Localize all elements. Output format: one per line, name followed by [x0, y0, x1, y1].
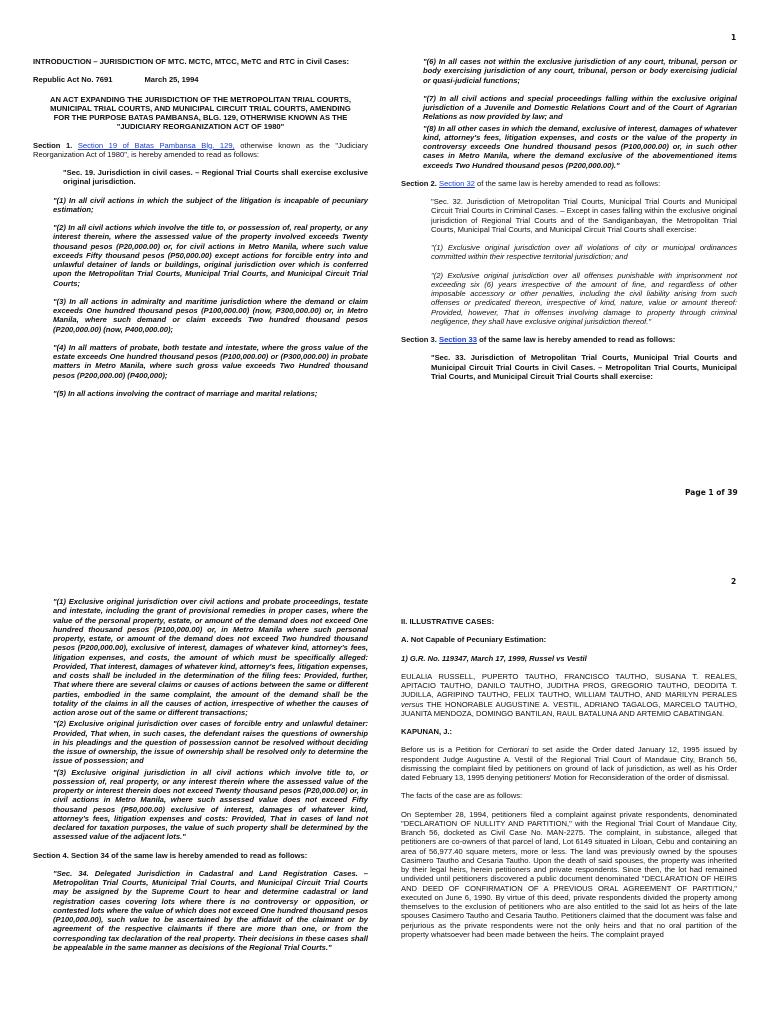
sec32-item-1: "(1) Exclusive original jurisdiction over all violations of city or municipal ordinances committed within their respective territorial jurisdiction; and: [431, 243, 737, 262]
sec19-item-3: "(3) In all actions in admiralty and maritime jurisdiction where the demand or claim exceeds One hundred thousand pesos (P100,000.00) (now, P300,000.00) or, in Metro Manila, where such demand or claim exceeds Two hundred thousand pesos (P200,000.00) (now, P400,000.00);: [53, 296, 368, 334]
sec19-item-4: "(4) In all matters of probate, both testate and intestate, where the gross value of the estate exceeds One hundred thousand pesos (P100,000.00) or (P300,000.00) in probate matters in Metro Manila, where such gross value exceeds Two Hundred thousand pesos (P200,000.00) (P400,000);: [53, 342, 368, 380]
sec32-item-2: "(2) Exclusive original jurisdiction over all offenses punishable with imprisonment not exceeding six (6) years irrespective of the amount of fine, and regardless of other imposable accessory or other penalties, including the civil liability arising from such offenses or predicated thereon, irrespective of kind, nature, value or amount thereof: Provided, however, That in offenses involving damage to property through criminal negligence, they shall have exclusive original jurisdiction thereof.": [431, 270, 737, 326]
ra-number: Republic Act No. 7691: [33, 75, 113, 85]
sec33-heading: "Sec. 33. Jurisdiction of Metropolitan Trial Courts, Municipal Trial Courts and Municipal Circuit Trial Courts in Civil Cases. – Metropolitan Trial Courts, Municipal Trial Courts, and Municipal Circuit Trial Courts shall exercise:: [431, 353, 737, 381]
ponente: KAPUNAN, J.:: [401, 727, 453, 736]
sec32-heading: "Sec. 32. Jurisdiction of Metropolitan Trial Courts, Municipal Trial Courts and Municipal Circuit Trial Courts in Criminal Cases. – Except in cases falling within the exclusive original jurisdiction of Regional Trial Courts and of the Sandiganbayan, the Metropolitan Trial Courts, Municipal Trial Courts, and Municipal Circuit Trial Courts shall exercise:: [431, 197, 737, 234]
sec33-item-3: "(3) Exclusive original jurisdiction in all civil actions which involve title to, or possession of, real property, or any interest therein where the assessed value of the property or interest therein does not exceed Twenty thousand pesos (P20,000.00) or, in civil actions in Metro Manila, where such assessed value does not exceed Fifty thousand pesos (P50,000.00) exclusive of interest, damages of whatever kind, attorney's fees, litigation expenses and costs: Provided, That in cases of land not declared for taxation purposes, the value of such property shall be determined by the assessed value of the adjacent lots.": [53, 767, 368, 842]
sec33-item-2: "(2) Exclusive original jurisdiction over cases of forcible entry and unlawful detainer: Provided, That when, in such cases, the defendant raises the questions of ownership in his pleadings and the question of possession cannot be resolved without deciding the issue of ownership, the issue of ownership shall be resolved only to determine the issue of possession; and: [53, 719, 368, 766]
sec19-item-6: "(6) In all cases not within the exclusive jurisdiction of any court, tribunal, person or body exercising jurisdiction of any court, tribunal, person or body exercising judicial or quasi-judicial functions;: [423, 57, 737, 85]
section-3-label: Section 3.: [401, 335, 437, 344]
petitioners: EULALIA RUSSELL, PUPERTO TAUTHO, FRANCISCO TAUTHO, SUSANA T. REALES, APITACIO TAUTHO, DANILO TAUTHO, JUDITHA PROS, GREGORIO TAUTHO, DEODITA T. JUDILLA, AGRIPINO TAUTHO, FELIX TAUTHO, WILLIAM TAUTHO, AND MARILYN PERALES: [401, 671, 737, 700]
ra-line: [33, 75, 368, 84]
left-column: [33, 57, 368, 407]
sec34-text: "Sec. 34. Delegated Jurisdiction in Cadastral and Land Registration Cases. – Metropolitan Trial Courts, Municipal Trial Courts, and Municipal Circuit Trial Courts may be assigned by the Supreme Court to hear and determine cadastral or land registration cases covering lots where there is no controversy or opposition, or contested lots where the value of which does not exceed One hundred thousand pesos (P100,000.00), such value to be ascertained by the affidavit of the claimant or by agreement of the respective claimants if there are more than one, or from the corresponding tax declaration of the real property. Their decisions in these cases shall be appealable in the same manner as decisions of the Regional Trial Courts.": [53, 868, 368, 952]
section-2-label: Section 2.: [401, 178, 437, 188]
left-column: [33, 597, 368, 961]
section-3-text: of the same law is hereby amended to read as follows:: [476, 335, 676, 344]
page-number: 2: [731, 577, 737, 586]
right-column: [401, 617, 737, 948]
section-1-label: Section 1.: [33, 140, 73, 150]
para1-start: Before us is a Petition for: [401, 745, 498, 755]
sec19-heading: "Sec. 19. Jurisdiction in civil cases. – Regional Trial Courts shall exercise exclusive original jurisdiction.: [63, 168, 368, 187]
doc-title: INTRODUCTION – JURISDICTION OF MTC. MCTC, MTCC, MeTC and RTC in Civil Cases:: [33, 57, 349, 66]
sec19-item-1: "(1) In all civil actions in which the subject of the litigation is incapable of pecuniary estimation;: [53, 195, 368, 214]
section-4: Section 4. Section 34 of the same law is hereby amended to read as follows:: [33, 850, 308, 860]
section-3: [401, 335, 737, 344]
sec19-item-8: "(8) In all other cases in which the demand, exclusive of interest, damages of whatever kind, attorney's fees, litigation expenses, and costs or the value of the property in controversy exceeds One hundred thousand pesos (P100,000.00) or, in such other cases in Metro Manila, where the demand exclusive of the abovementioned items exceeds Two Hundred thousand pesos (P200,000.00).": [423, 123, 737, 170]
paragraph-3: On September 28, 1994, petitioners filed a complaint against private respondents, denominated "DECLARATION OF NULLITY AND PARTITION," with the Regional Trial Court of Mandaue City, Branch 56, docketed as Civil Case No. MAN-2275. The complaint, in substance, alleged that petitioners are co-owners of that parcel of land, Lot 6149 situated in Liloan, Cebu and containing an area of 56,977.40 square meters, more or less. The land was previously owned by the spouses Casimero Tautho and Cesaria Tautho. Upon the death of said spouses, the property was inherited by their legal heirs, herein petitioners and private respondents. Since then, the lot had remained undivided until petitioners discovered a public document denominated "DECLARATION OF HEIRS AND DEED OF CONFIRMATION OF A PREVIOUS ORAL AGREEMENT OF PARTITION," executed on June 6, 1990. By virtue of this deed, private respondents divided the property among themselves to the exclusion of petitioners who are also entitled to the said lot as heirs of the late spouses Casimero Tautho and Cesaria Tautho. Petitioners claimed that the document was false and perjurious as the private respondents were not the only heirs and that no oral partition of the property whatsoever had been made between the heirs. The complaint prayed: [401, 809, 737, 939]
section-19-link[interactable]: Section 19 of Batas Pambansa Blg. 129,: [77, 140, 235, 150]
page-gap: [0, 540, 768, 575]
illustrative-heading: II. ILLUSTRATIVE CASES:: [401, 617, 495, 626]
paragraph-1: [401, 745, 737, 782]
page-number: 1: [731, 33, 737, 42]
case-parties: [401, 672, 737, 718]
sec19-item-2: "(2) In all civil actions which involve the title to, or possession of, real property, or any interest therein, where the assessed value of the property involved exceeds Twenty thousand pesos (P20,000.00) or, for civil actions in Metro Manila, where such value exceeds Fifty thousand pesos (P50,000.00) except actions for forcible entry into and unlawful detainer of lands or buildings, original jurisdiction over which is conferred upon the Metropolitan Trial Courts, Municipal Trial Courts, and Municipal Circuit Trial Courts;: [53, 223, 368, 288]
right-column: [401, 57, 737, 390]
sec19-item-5: "(5) In all actions involving the contract of marriage and marital relations;: [53, 388, 318, 398]
ra-date: March 25, 1994: [144, 75, 199, 85]
sec19-item-7: "(7) In all civil actions and special proceedings falling within the exclusive original jurisdiction of a Juvenile and Domestic Relations Court and of the Court of Agrarian Relations as now provided by law; and: [423, 93, 737, 122]
page-footer: Page 1 of 39: [685, 488, 738, 497]
respondents: THE HONORABLE AUGUSTINE A. VESTIL, ADRIANO TAGALOG, MARCELO TAUTHO, JUANITA MENDOZA, DOMINGO BANTILAN, RAUL BATALUNA AND ARTEMIO CABATINGAN.: [401, 699, 737, 718]
paragraph-2: The facts of the case are as follows:: [401, 791, 523, 801]
section-1-text: otherwise known as the "Judiciary Reorganization Act of 1980", is hereby amended to read as follows:: [33, 140, 368, 159]
section-32-link[interactable]: Section 32: [439, 178, 475, 188]
section-1: [33, 141, 368, 160]
versus-label: versus: [401, 699, 424, 709]
document-page-2: [0, 575, 768, 1024]
certiorari-term: Certiorari: [497, 745, 529, 755]
act-title: AN ACT EXPANDING THE JURISDICTION OF THE METROPOLITAN TRIAL COURTS, MUNICIPAL TRIAL COURTS, AND MUNICIPAL CIRCUIT TRIAL COURTS, AMENDING FOR THE PURPOSE BATAS PAMBANSA, BLG. 129, OTHERWISE KNOWN AS THE "JUDICIARY REORGANIZATION ACT OF 1980": [50, 94, 351, 132]
section-33-link[interactable]: Section 33: [439, 335, 477, 344]
subheading-a: A. Not Capable of Pecuniary Estimation:: [401, 635, 547, 645]
para1-rest: to set aside the Order dated January 12, 1995 issued by respondent Judge Augustine A. Vestil of the Regional Trial Court of Mandaue City, Branch 56, dismissing the complaint filed by petitioners on ground of lack of jurisdiction, as well as his Order dated February 13, 1995 denying petitioners' Motion for Reconsideration of the order of dismissal.: [401, 745, 738, 782]
section-2: [401, 179, 737, 188]
sec33-item-1: "(1) Exclusive original jurisdiction over civil actions and probate proceedings, testate and intestate, including the grant of provisional remedies in proper cases, where the value of the personal property, estate, or amount of the demand does not exceed One hundred thousand pesos (P100,000.00) or, in Metro Manila where such personal property, estate, or amount of the demand does not exceed Two hundred thousand pesos (P200,000.00), exclusive of interest, damages of whatever kind, attorney's fees, litigation expenses, and costs, the amount of which must be specifically alleged: Provided, That interest, damages of whatever kind, attorney's fees, litigation expenses, and costs shall be included in the determination of the filing fees: Provided, further, That where there are several claims or causes of actions between the same or different parties, embodied in the same complaint, the amount of the demand shall be the totality of the claims in all the causes of action, irrespective of whether the causes of action arose out of the same or different transactions;: [53, 597, 368, 717]
section-2-text: of the same law is hereby amended to read as follows:: [474, 178, 661, 188]
case-title: 1) G.R. No. 119347, March 17, 1999, Russel vs Vestil: [401, 653, 587, 663]
